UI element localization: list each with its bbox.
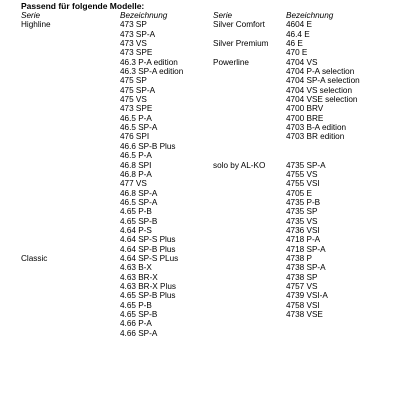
model-cell: 473 VS: [120, 39, 147, 49]
model-cell: 4700 BRV: [286, 104, 324, 114]
left-serie-column: [21, 11, 51, 413]
serie-cell: [21, 39, 51, 48]
serie-cell: [21, 76, 51, 85]
serie-cell: [21, 123, 51, 132]
model-cell: 4755 VSI: [286, 179, 320, 189]
column-header-serie: Serie: [21, 11, 41, 20]
model-cell: 46.3 P-A edition: [120, 57, 178, 67]
serie-cell: Silver Comfort: [213, 20, 265, 30]
serie-cell: [21, 207, 51, 216]
model-cell: 4758 VSI: [286, 300, 320, 310]
serie-cell: [21, 86, 51, 95]
model-cell: 4.63 BR-X Plus: [120, 281, 176, 291]
serie-cell: [21, 142, 51, 151]
model-cell: 46.8 SPI: [120, 160, 152, 170]
serie-cell: [213, 30, 269, 39]
serie-cell: [213, 95, 269, 104]
model-cell: 46.3 SP-A edition: [120, 67, 184, 77]
serie-cell: [21, 226, 51, 235]
serie-cell: [21, 301, 51, 310]
model-cell: 46.5 P-A: [120, 113, 152, 123]
model-cell: 4735 SP-A: [286, 160, 326, 170]
serie-cell: [21, 30, 51, 39]
model-cell: 46 E: [286, 39, 303, 49]
serie-cell: [213, 114, 269, 123]
serie-cell: [21, 67, 51, 76]
model-cell: 473 SPE: [120, 48, 153, 58]
model-cell: 4718 SP-A: [286, 244, 326, 254]
serie-cell: [213, 104, 269, 113]
serie-cell: [21, 235, 51, 244]
serie-cell: [21, 114, 51, 123]
model-cell: 4718 P-A: [286, 235, 321, 245]
serie-cell: [21, 161, 51, 170]
right-serie-column: [213, 11, 269, 170]
model-cell: 4.63 BR-X: [120, 272, 158, 282]
model-cell: 476 SPI: [120, 132, 150, 142]
serie-cell: [21, 170, 51, 179]
model-cell: 4.64 SP-S Plus: [120, 235, 176, 245]
model-cell: 46.5 SP-A: [120, 197, 158, 207]
serie-cell: [21, 151, 51, 160]
model-cell: 4735 P-B: [286, 197, 321, 207]
model-cell: 4700 BRE: [286, 113, 324, 123]
serie-cell: [21, 366, 51, 375]
model-cell: 4755 VS: [286, 169, 318, 179]
serie-cell: [21, 329, 51, 338]
model-cell: 46.8 SP-A: [120, 188, 158, 198]
serie-cell: [21, 58, 51, 67]
serie-cell: [21, 291, 51, 300]
model-cell: 473 SP: [120, 20, 147, 30]
model-cell: 4.65 P-B: [120, 207, 152, 217]
model-cell: [286, 142, 360, 151]
model-cell: 46.6 SP-B Plus: [120, 141, 176, 151]
serie-cell: [21, 198, 51, 207]
model-cell: 46.5 SP-A: [120, 123, 158, 133]
serie-cell: [21, 310, 51, 319]
model-cell: 4.65 SP-B: [120, 310, 158, 319]
model-cell: 473 SPE: [120, 104, 153, 114]
right-bezeichnung-column: [286, 11, 360, 319]
serie-cell: [213, 76, 269, 85]
serie-cell: [21, 104, 51, 113]
left-bezeichnung-column: [120, 11, 183, 338]
model-cell: 4739 VSI-A: [286, 291, 328, 301]
model-cell: 4.66 SP-A: [120, 328, 158, 338]
model-cell: 4735 VS: [286, 216, 318, 226]
serie-cell: [21, 357, 51, 366]
model-cell: 4704 P-A selection: [286, 67, 355, 77]
model-cell: 4.65 SP-B Plus: [120, 291, 176, 301]
serie-cell: [21, 394, 51, 403]
serie-cell: [213, 48, 269, 57]
serie-cell: [21, 385, 51, 394]
model-cell: 4757 VS: [286, 281, 318, 291]
serie-cell: [213, 86, 269, 95]
model-cell: 4738 SP: [286, 272, 318, 282]
section-title: Passend für folgende Modelle:: [21, 1, 145, 11]
model-cell: 475 SP: [120, 76, 147, 86]
model-cell: 4.65 P-B: [120, 300, 152, 310]
model-cell: 4704 VSE selection: [286, 95, 358, 105]
model-cell: 4.64 SP-S PLus: [120, 253, 179, 263]
model-cell: 46.5 P-A: [120, 151, 152, 161]
model-cell: 4.66 P-A: [120, 319, 152, 329]
model-cell: 4.64 SP-B Plus: [120, 244, 176, 254]
serie-cell: Highline: [21, 20, 51, 30]
serie-cell: [21, 273, 51, 282]
model-cell: 4604 E: [286, 20, 312, 30]
model-cell: 4.64 P-S: [120, 225, 152, 235]
serie-cell: [21, 319, 51, 328]
serie-cell: [21, 217, 51, 226]
serie-cell: solo by AL-KO: [213, 160, 266, 170]
column-header-bezeichnung: Bezeichnung: [286, 11, 334, 20]
serie-cell: [21, 403, 51, 412]
serie-cell: [213, 132, 269, 141]
model-cell: 4735 SP: [286, 207, 318, 217]
model-cell: 4703 BR edition: [286, 132, 345, 142]
serie-cell: [21, 263, 51, 272]
model-cell: [286, 151, 360, 160]
model-cell: 46.4 E: [286, 29, 310, 39]
serie-cell: Silver Premium: [213, 39, 269, 49]
model-cell: 4704 VS: [286, 57, 318, 67]
column-header-bezeichnung: Bezeichnung: [120, 11, 168, 20]
serie-cell: [213, 142, 269, 151]
column-header-serie: Serie: [213, 11, 233, 20]
serie-cell: [21, 132, 51, 141]
serie-cell: [213, 123, 269, 132]
model-cell: 4738 VSE: [286, 310, 323, 319]
serie-cell: [21, 179, 51, 188]
model-cell: 475 SP-A: [120, 85, 156, 95]
model-cell: 4.63 B-X: [120, 263, 152, 273]
serie-cell: [21, 282, 51, 291]
model-cell: 4738 P: [286, 253, 312, 263]
model-cell: 477 VS: [120, 179, 147, 189]
serie-cell: [21, 245, 51, 254]
serie-cell: [21, 95, 51, 104]
model-cell: 4705 E: [286, 188, 312, 198]
serie-cell: [21, 189, 51, 198]
model-cell: 4704 SP-A selection: [286, 76, 360, 86]
serie-cell: [21, 48, 51, 57]
model-cell: 4704 VS selection: [286, 85, 352, 95]
serie-cell: [213, 67, 269, 76]
model-cell: 4703 B-A edition: [286, 123, 347, 133]
model-cell: 46.8 P-A: [120, 169, 152, 179]
model-cell: 470 E: [286, 48, 308, 58]
model-cell: 4736 VSI: [286, 225, 320, 235]
serie-cell: [21, 338, 51, 347]
serie-cell: Powerline: [213, 57, 249, 67]
model-cell: 4738 SP-A: [286, 263, 326, 273]
serie-cell: [21, 347, 51, 356]
model-cell: 475 VS: [120, 95, 147, 105]
serie-cell: [21, 375, 51, 384]
model-cell: 473 SP-A: [120, 29, 156, 39]
serie-cell: [213, 151, 269, 160]
model-cell: 4.65 SP-B: [120, 216, 158, 226]
serie-cell: Classic: [21, 253, 48, 263]
